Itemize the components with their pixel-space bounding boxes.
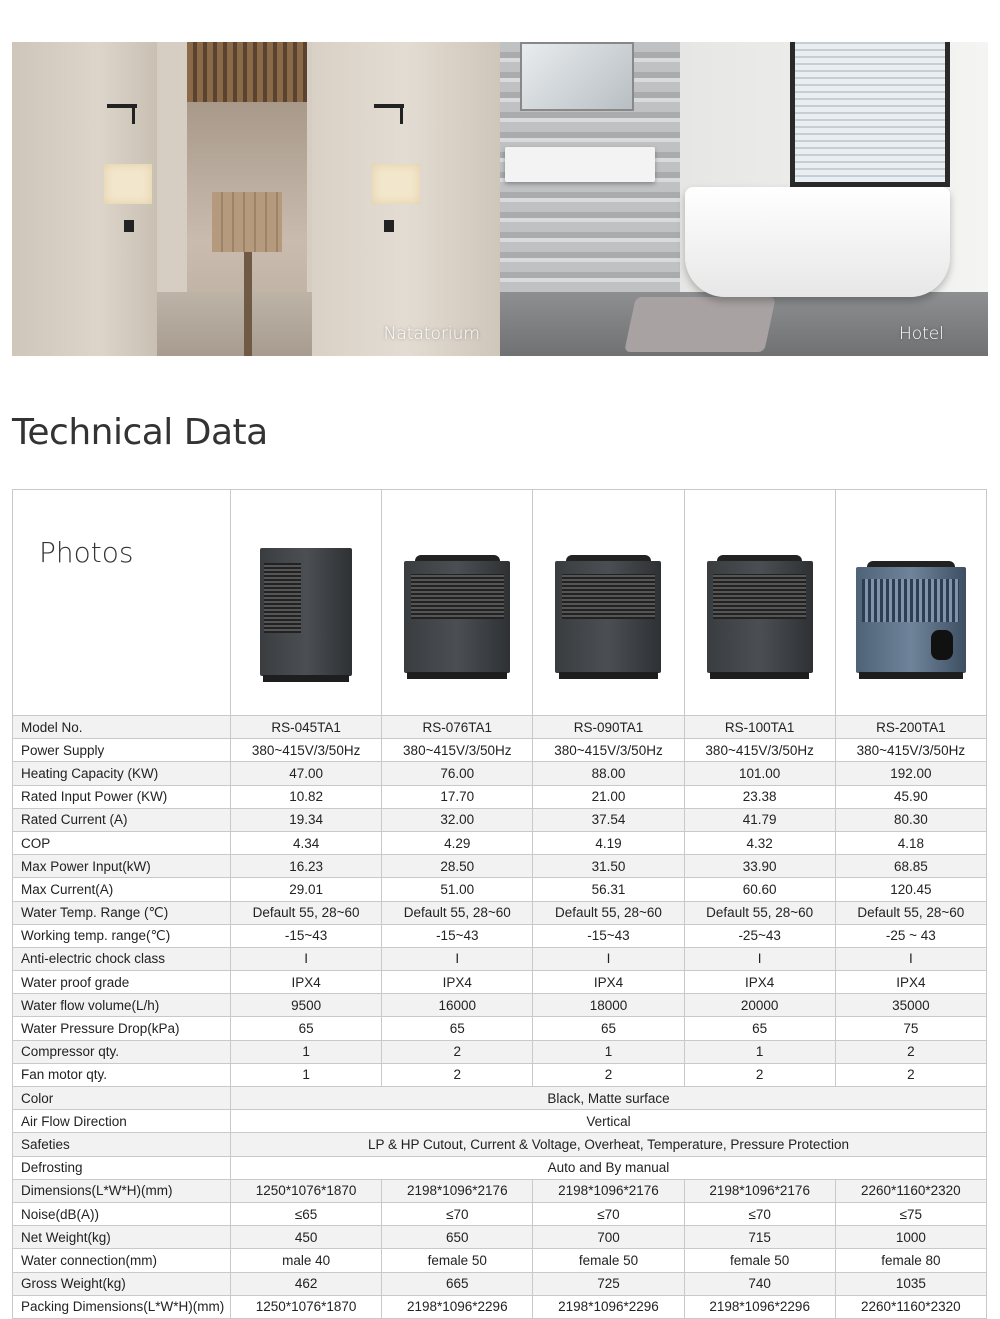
row-label: Water flow volume(L/h) [13, 994, 231, 1017]
value-cell: 45.90 [835, 785, 986, 808]
natatorium-caption: Natatorium [383, 324, 480, 344]
value-cell: 2 [382, 1040, 533, 1063]
unit-photo-5 [835, 490, 986, 716]
value-cell: 740 [684, 1272, 835, 1295]
value-cell: I [684, 947, 835, 970]
value-cell: -15~43 [533, 924, 684, 947]
value-cell: IPX4 [231, 971, 382, 994]
merged-value-cell: Black, Matte surface [231, 1087, 987, 1110]
value-cell: RS-076TA1 [382, 716, 533, 739]
value-cell: 1 [684, 1040, 835, 1063]
value-cell: 20000 [684, 994, 835, 1017]
value-cell: ≤70 [382, 1202, 533, 1225]
unit-photo-1 [231, 490, 382, 716]
merged-value-cell: Auto and By manual [231, 1156, 987, 1179]
row-label: Safeties [13, 1133, 231, 1156]
value-cell: 1250*1076*1870 [231, 1295, 382, 1318]
value-cell: female 50 [382, 1249, 533, 1272]
table-row [13, 1040, 987, 1063]
row-label: Gross Weight(kg) [13, 1272, 231, 1295]
value-cell: 120.45 [835, 878, 986, 901]
value-cell: 65 [231, 1017, 382, 1040]
value-cell: I [231, 947, 382, 970]
value-cell: 2198*1096*2176 [533, 1179, 684, 1202]
value-cell: 88.00 [533, 762, 684, 785]
value-cell: 65 [684, 1017, 835, 1040]
value-cell: 650 [382, 1226, 533, 1249]
value-cell: 41.79 [684, 808, 835, 831]
row-label: Defrosting [13, 1156, 231, 1179]
value-cell: 1000 [835, 1226, 986, 1249]
table-row [13, 947, 987, 970]
value-cell: RS-100TA1 [684, 716, 835, 739]
value-cell: 192.00 [835, 762, 986, 785]
value-cell: 32.00 [382, 808, 533, 831]
unit-photo-4 [684, 490, 835, 716]
value-cell: 19.34 [231, 808, 382, 831]
merged-value-cell: Vertical [231, 1110, 987, 1133]
value-cell: 33.90 [684, 855, 835, 878]
row-label: Compressor qty. [13, 1040, 231, 1063]
row-label: Water Temp. Range (℃) [13, 901, 231, 924]
section-title: Technical Data [12, 412, 268, 453]
row-label: Color [13, 1087, 231, 1110]
table-row [13, 831, 987, 854]
row-label: Heating Capacity (KW) [13, 762, 231, 785]
table-row [13, 855, 987, 878]
value-cell: 51.00 [382, 878, 533, 901]
natatorium-photo [12, 42, 500, 356]
row-label: Net Weight(kg) [13, 1226, 231, 1249]
hero-photos [12, 42, 988, 356]
value-cell: 665 [382, 1272, 533, 1295]
value-cell: 2198*1096*2296 [382, 1295, 533, 1318]
value-cell: 23.38 [684, 785, 835, 808]
table-row [13, 1017, 987, 1040]
value-cell: 2 [382, 1063, 533, 1086]
table-row [13, 1202, 987, 1225]
row-label: Dimensions(L*W*H)(mm) [13, 1179, 231, 1202]
value-cell: 1 [231, 1040, 382, 1063]
value-cell: 1 [231, 1063, 382, 1086]
value-cell: 4.18 [835, 831, 986, 854]
value-cell: female 50 [684, 1249, 835, 1272]
value-cell: IPX4 [533, 971, 684, 994]
value-cell: 1250*1076*1870 [231, 1179, 382, 1202]
value-cell: -25~43 [684, 924, 835, 947]
table-row [13, 739, 987, 762]
row-label: Power Supply [13, 739, 231, 762]
value-cell: 18000 [533, 994, 684, 1017]
row-label: Rated Current (A) [13, 808, 231, 831]
value-cell: IPX4 [835, 971, 986, 994]
table-row [13, 716, 987, 739]
hotel-photo [500, 42, 988, 356]
table-row [13, 1272, 987, 1295]
value-cell: 80.30 [835, 808, 986, 831]
value-cell: 29.01 [231, 878, 382, 901]
value-cell: 65 [533, 1017, 684, 1040]
value-cell: 4.34 [231, 831, 382, 854]
row-label: Packing Dimensions(L*W*H)(mm) [13, 1295, 231, 1318]
value-cell: 16.23 [231, 855, 382, 878]
row-label: Fan motor qty. [13, 1063, 231, 1086]
value-cell: 380~415V/3/50Hz [231, 739, 382, 762]
table-row [13, 1295, 987, 1318]
value-cell: 2198*1096*2296 [684, 1295, 835, 1318]
value-cell: I [835, 947, 986, 970]
row-label: Model No. [13, 716, 231, 739]
value-cell: RS-200TA1 [835, 716, 986, 739]
value-cell: male 40 [231, 1249, 382, 1272]
value-cell: 47.00 [231, 762, 382, 785]
value-cell: -25 ~ 43 [835, 924, 986, 947]
value-cell: 75 [835, 1017, 986, 1040]
table-row [13, 762, 987, 785]
table-row [13, 1226, 987, 1249]
value-cell: 4.32 [684, 831, 835, 854]
value-cell: 380~415V/3/50Hz [533, 739, 684, 762]
value-cell: ≤70 [533, 1202, 684, 1225]
table-row [13, 878, 987, 901]
value-cell: 2 [533, 1063, 684, 1086]
photos-row [13, 490, 987, 716]
value-cell: 700 [533, 1226, 684, 1249]
value-cell: RS-090TA1 [533, 716, 684, 739]
value-cell: 2260*1160*2320 [835, 1179, 986, 1202]
value-cell: ≤70 [684, 1202, 835, 1225]
value-cell: Default 55, 28~60 [231, 901, 382, 924]
value-cell: 9500 [231, 994, 382, 1017]
row-label: Water proof grade [13, 971, 231, 994]
merged-value-cell: LP & HP Cutout, Current & Voltage, Overheat, Temperature, Pressure Protection [231, 1133, 987, 1156]
table-row [13, 808, 987, 831]
value-cell: 4.19 [533, 831, 684, 854]
value-cell: IPX4 [382, 971, 533, 994]
value-cell: 35000 [835, 994, 986, 1017]
value-cell: 380~415V/3/50Hz [835, 739, 986, 762]
value-cell: 56.31 [533, 878, 684, 901]
unit-photo-3 [533, 490, 684, 716]
table-row [13, 1110, 987, 1133]
value-cell: Default 55, 28~60 [382, 901, 533, 924]
value-cell: 60.60 [684, 878, 835, 901]
value-cell: RS-045TA1 [231, 716, 382, 739]
value-cell: 76.00 [382, 762, 533, 785]
table-row [13, 1133, 987, 1156]
value-cell: 10.82 [231, 785, 382, 808]
row-label: Max Power Input(kW) [13, 855, 231, 878]
row-label: Noise(dB(A)) [13, 1202, 231, 1225]
value-cell: -15~43 [231, 924, 382, 947]
value-cell: 450 [231, 1226, 382, 1249]
photos-label: Photos [13, 490, 231, 716]
value-cell: 715 [684, 1226, 835, 1249]
value-cell: 4.29 [382, 831, 533, 854]
value-cell: ≤75 [835, 1202, 986, 1225]
table-row [13, 785, 987, 808]
row-label: Rated Input Power (KW) [13, 785, 231, 808]
value-cell: Default 55, 28~60 [835, 901, 986, 924]
row-label: Working temp. range(℃) [13, 924, 231, 947]
value-cell: 2260*1160*2320 [835, 1295, 986, 1318]
value-cell: 2198*1096*2176 [684, 1179, 835, 1202]
value-cell: 28.50 [382, 855, 533, 878]
row-label: COP [13, 831, 231, 854]
value-cell: 725 [533, 1272, 684, 1295]
row-label: Water Pressure Drop(kPa) [13, 1017, 231, 1040]
table-row [13, 1087, 987, 1110]
value-cell: 21.00 [533, 785, 684, 808]
table-row [13, 1156, 987, 1179]
hotel-caption: Hotel [898, 324, 944, 344]
value-cell: 2 [684, 1063, 835, 1086]
value-cell: 101.00 [684, 762, 835, 785]
value-cell: female 50 [533, 1249, 684, 1272]
row-label: Max Current(A) [13, 878, 231, 901]
table-row [13, 1179, 987, 1202]
value-cell: female 80 [835, 1249, 986, 1272]
value-cell: -15~43 [382, 924, 533, 947]
value-cell: 16000 [382, 994, 533, 1017]
value-cell: 65 [382, 1017, 533, 1040]
table-row [13, 924, 987, 947]
value-cell: 2 [835, 1040, 986, 1063]
unit-photo-2 [382, 490, 533, 716]
row-label: Anti-electric chock class [13, 947, 231, 970]
table-row [13, 1063, 987, 1086]
value-cell: IPX4 [684, 971, 835, 994]
value-cell: 17.70 [382, 785, 533, 808]
table-row [13, 901, 987, 924]
value-cell: ≤65 [231, 1202, 382, 1225]
value-cell: 2 [835, 1063, 986, 1086]
table-row [13, 1249, 987, 1272]
table-row [13, 994, 987, 1017]
value-cell: 1 [533, 1040, 684, 1063]
value-cell: 462 [231, 1272, 382, 1295]
value-cell: 2198*1096*2296 [533, 1295, 684, 1318]
row-label: Water connection(mm) [13, 1249, 231, 1272]
value-cell: 380~415V/3/50Hz [684, 739, 835, 762]
value-cell: 2198*1096*2176 [382, 1179, 533, 1202]
value-cell: Default 55, 28~60 [533, 901, 684, 924]
value-cell: Default 55, 28~60 [684, 901, 835, 924]
row-label: Air Flow Direction [13, 1110, 231, 1133]
value-cell: 31.50 [533, 855, 684, 878]
technical-data-table [12, 489, 987, 1319]
value-cell: 37.54 [533, 808, 684, 831]
value-cell: I [382, 947, 533, 970]
value-cell: 380~415V/3/50Hz [382, 739, 533, 762]
table-row [13, 971, 987, 994]
value-cell: 68.85 [835, 855, 986, 878]
value-cell: 1035 [835, 1272, 986, 1295]
value-cell: I [533, 947, 684, 970]
